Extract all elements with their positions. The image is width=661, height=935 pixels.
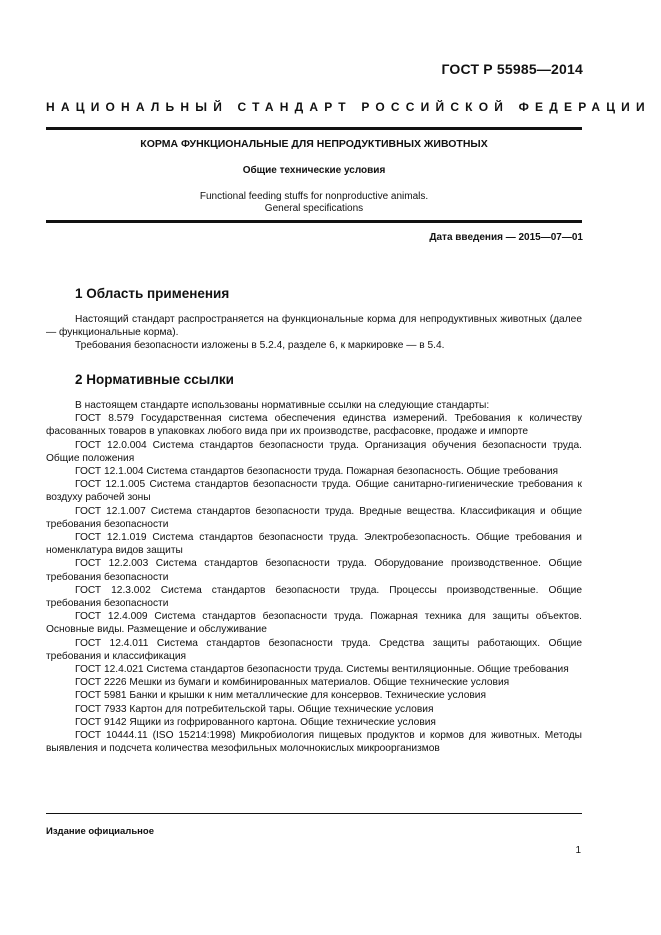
- section-1-heading: 1 Область применения: [75, 286, 230, 301]
- reference-item: ГОСТ 12.4.009 Система стандартов безопасности труда. Пожарная техника для защиты объектов. Основные виды. Размещение и обслуживание: [46, 611, 582, 636]
- national-standard-banner: НАЦИОНАЛЬНЫЙ СТАНДАРТ РОССИЙСКОЙ ФЕДЕРАЦИИ: [46, 100, 651, 114]
- document-subtitle: Общие технические условия: [242, 165, 386, 176]
- title-english-line-2: General specifications: [264, 203, 364, 214]
- introduction-date: Дата введения — 2015—07—01: [429, 232, 583, 243]
- reference-item: ГОСТ 7933 Картон для потребительской тары. Общие технические условия: [75, 703, 434, 715]
- official-edition-label: Издание официальное: [46, 826, 154, 837]
- reference-item: ГОСТ 12.0.004 Система стандартов безопасности труда. Организация обучения безопасности труда. Общие положения: [46, 439, 582, 464]
- section-1-paragraph: Настоящий стандарт распространяется на функциональные корма для непродуктивных животных (далее — функциональные корма).: [46, 314, 582, 339]
- section-2-paragraph: В настоящем стандарте использованы нормативные ссылки на следующие стандарты:: [75, 400, 490, 411]
- reference-item: ГОСТ 12.1.019 Система стандартов безопасности труда. Электробезопасность. Общие требования и номенклатура видов защиты: [46, 532, 582, 557]
- title-english-line-1: Functional feeding stuffs for nonproductive animals.: [199, 191, 429, 202]
- reference-item: ГОСТ 10444.11 (ISO 15214:1998) Микробиология пищевых продуктов и кормов для животных. Методы выявления и подсчета количества мезофильных молочнокислых микроорганизмов: [46, 730, 582, 755]
- reference-item: ГОСТ 9142 Ящики из гофрированного картона. Общие технические условия: [75, 716, 436, 728]
- reference-item: ГОСТ 12.1.005 Система стандартов безопасности труда. Общие санитарно-гигиенические требования к воздуху рабочей зоны: [46, 479, 582, 504]
- reference-item: ГОСТ 5981 Банки и крышки к ним металлические для консервов. Технические условия: [75, 690, 486, 702]
- document-title-english: [46, 191, 582, 215]
- section-2-heading: 2 Нормативные ссылки: [75, 372, 234, 387]
- reference-item: ГОСТ 12.4.011 Система стандартов безопасности труда. Средства защиты работающих. Общие требования и классификация: [46, 637, 582, 662]
- header-rule: [46, 127, 582, 130]
- reference-item: ГОСТ 2226 Мешки из бумаги и комбинированных материалов. Общие технические условия: [75, 677, 510, 689]
- footer-rule: [46, 813, 582, 814]
- reference-item: ГОСТ 8.579 Государственная система обеспечения единства измерений. Требования к количеству фасованных товаров в упаковках любого вида при их производстве, расфасовке, продаже и импорте: [46, 413, 582, 438]
- page-number: 1: [575, 845, 581, 856]
- reference-item: ГОСТ 12.4.021 Система стандартов безопасности труда. Системы вентиляционные. Общие требования: [75, 664, 569, 676]
- section-1-paragraph: Требования безопасности изложены в 5.2.4, разделе 6, к маркировке — в 5.4.: [75, 340, 445, 352]
- reference-item: ГОСТ 12.2.003 Система стандартов безопасности труда. Оборудование производственное. Общие требования безопасности: [46, 558, 582, 583]
- reference-item: ГОСТ 12.1.004 Система стандартов безопасности труда. Пожарная безопасность. Общие требования: [75, 466, 559, 478]
- section-2-body: [46, 399, 582, 755]
- section-1-body: [46, 313, 582, 353]
- document-title: КОРМА ФУНКЦИОНАЛЬНЫЕ ДЛЯ НЕПРОДУКТИВНЫХ ЖИВОТНЫХ: [140, 138, 488, 150]
- reference-item: ГОСТ 12.1.007 Система стандартов безопасности труда. Вредные вещества. Классификация и общие требования безопасности: [46, 505, 582, 530]
- document-number: ГОСТ Р 55985—2014: [441, 61, 583, 77]
- title-rule: [46, 220, 582, 223]
- reference-item: ГОСТ 12.3.002 Система стандартов безопасности труда. Процессы производственные. Общие требования безопасности: [46, 584, 582, 610]
